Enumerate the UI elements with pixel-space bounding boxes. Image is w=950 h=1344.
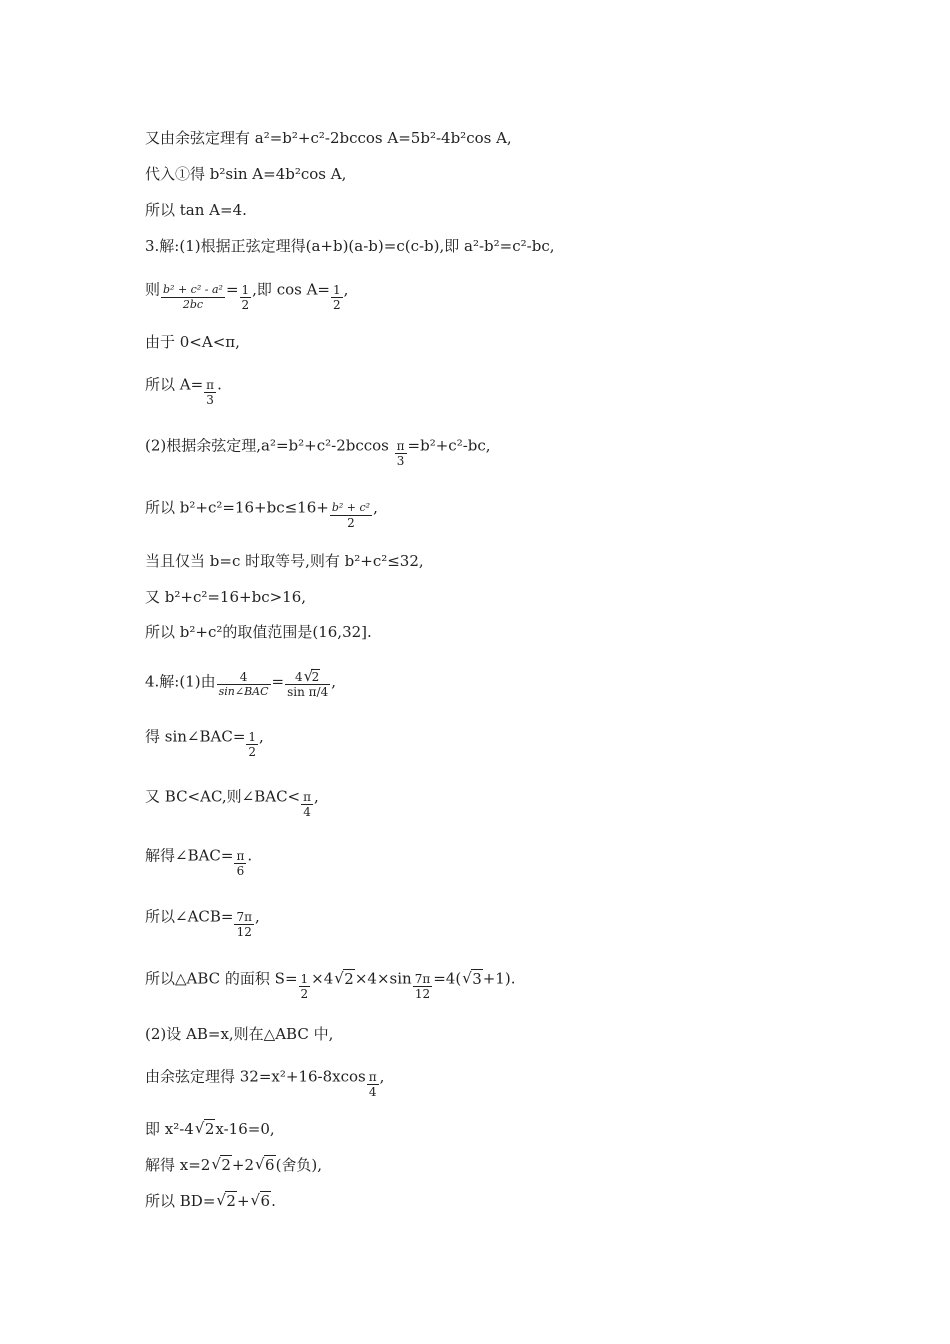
text-segment: 即 x²-4 (145, 1120, 194, 1138)
math-line (145, 494, 378, 530)
text-segment: , (314, 787, 319, 806)
numerator: π (206, 378, 215, 392)
text-segment: , (373, 498, 378, 517)
denominator: 6 (236, 864, 245, 878)
fraction (234, 849, 246, 878)
denominator: sin∠BAC (218, 685, 269, 698)
denominator: 4 (303, 805, 311, 819)
text-segment: , (255, 907, 260, 926)
denominator: 3 (206, 393, 214, 407)
numerator: 1 (333, 283, 341, 297)
fraction (246, 730, 258, 759)
radicand: 2 (311, 670, 320, 684)
numerator: 1 (241, 283, 250, 297)
sqrt (304, 670, 321, 684)
sqrt (334, 969, 355, 989)
text-segment: + (236, 1192, 250, 1210)
numerator: π (396, 439, 405, 453)
denominator: 2 (300, 987, 309, 1001)
sqrt (255, 1155, 276, 1175)
text-segment: 所以 A= (145, 375, 204, 394)
text-segment: ,即 cos A= (252, 280, 330, 299)
sqrt (462, 969, 483, 989)
text-segment: = (225, 280, 239, 299)
fraction (413, 972, 433, 1001)
text-segment: . (247, 846, 253, 865)
math-line (145, 965, 516, 1001)
text-segment: ×4 (311, 969, 334, 988)
text-segment: 所以∠ACB= (145, 907, 234, 926)
numerator-coefficient: 4 (295, 670, 303, 684)
fraction (240, 283, 252, 312)
math-line (145, 1063, 385, 1099)
text-segment: . (217, 375, 222, 394)
numerator: b² + c² (331, 501, 371, 514)
radicand: 6 (265, 1156, 275, 1174)
fraction (299, 972, 311, 1001)
fraction (395, 439, 407, 468)
fraction (301, 790, 313, 819)
denominator: 2 (333, 298, 341, 312)
fraction (161, 283, 225, 312)
text-segment: , (259, 727, 264, 746)
numerator: π (303, 790, 312, 804)
numerator: π (368, 1070, 377, 1084)
denominator: sin π/4 (287, 685, 329, 699)
math-line (145, 842, 253, 878)
math-line (145, 783, 319, 819)
text-line: 由于 0<A<π, (145, 333, 240, 351)
sqrt (195, 1119, 216, 1139)
text-line: 又 b²+c²=16+bc>16, (145, 588, 307, 606)
math-line (145, 371, 222, 407)
sqrt (216, 1191, 237, 1211)
numerator: 1 (300, 972, 309, 986)
fraction (331, 283, 343, 312)
text-line: 所以 tan A=4. (145, 201, 247, 219)
text-segment: x-16=0, (215, 1120, 275, 1138)
sqrt (251, 1191, 272, 1211)
denominator: 3 (396, 454, 405, 468)
text-line: (2)设 AB=x,则在△ABC 中, (145, 1025, 334, 1043)
text-line: 3.解:(1)根据正弦定理得(a+b)(a-b)=c(c-b),即 a²-b²=c²-bc, (145, 237, 555, 255)
radicand: 3 (472, 969, 482, 988)
text-segment: 则 (145, 280, 161, 299)
math-line (145, 1191, 276, 1211)
text-segment: 所以 BD= (145, 1192, 216, 1210)
text-line: 代入①得 b²sin A=4b²cos A, (145, 165, 347, 183)
denominator: 2bc (182, 298, 204, 311)
text-segment: ×4×sin (354, 969, 412, 988)
text-segment: . (271, 1192, 276, 1210)
math-line (145, 432, 491, 468)
text-segment: +2 (231, 1156, 255, 1174)
fraction (285, 670, 330, 699)
text-segment: 所以 b²+c²=16+bc≤16+ (145, 498, 329, 517)
denominator: 12 (236, 925, 252, 939)
text-line: 所以 b²+c²的取值范围是(16,32]. (145, 623, 372, 641)
text-segment: +1). (482, 969, 516, 988)
text-segment: 所以△ABC 的面积 S= (145, 969, 298, 988)
numerator: 4 (217, 670, 271, 685)
denominator: 2 (248, 745, 257, 759)
text-segment: 4.解:(1)由 (145, 672, 216, 691)
fraction (367, 1070, 379, 1099)
fraction (330, 501, 372, 530)
text-segment: 得 sin∠BAC= (145, 727, 246, 746)
numerator: π (236, 849, 245, 863)
numerator: 1 (248, 730, 257, 744)
denominator: 2 (347, 516, 355, 530)
radicand: 2 (226, 1192, 236, 1210)
numerator: 7π (236, 910, 253, 924)
text-segment: (2)根据余弦定理,a²=b²+c²-2bccos (145, 436, 394, 455)
math-line (145, 1155, 322, 1175)
radicand: 6 (260, 1192, 271, 1210)
text-segment: =4( (433, 969, 462, 988)
radicand: 2 (204, 1120, 215, 1138)
math-line (145, 1119, 275, 1139)
denominator: 2 (241, 298, 250, 312)
radicand: 2 (221, 1156, 231, 1174)
text-segment: , (343, 280, 349, 299)
text-line: 又由余弦定理有 a²=b²+c²-2bccos A=5b²-4b²cos A, (145, 129, 512, 147)
math-line (145, 276, 349, 312)
text-segment: , (331, 672, 337, 691)
text-segment: 又 BC<AC,则∠BAC< (145, 787, 301, 806)
math-line (145, 723, 264, 759)
numerator (285, 670, 330, 685)
math-line (145, 668, 336, 697)
text-segment: = (271, 672, 285, 691)
text-segment: 由余弦定理得 32=x²+16-8xcos (145, 1067, 366, 1086)
text-segment: (舍负), (275, 1156, 323, 1174)
math-line (145, 903, 260, 939)
text-line: 当且仅当 b=c 时取等号,则有 b²+c²≤32, (145, 552, 424, 570)
denominator: 12 (414, 987, 431, 1001)
text-segment: =b²+c²-bc, (407, 436, 491, 455)
text-segment: 解得∠BAC= (145, 846, 234, 865)
radicand: 2 (344, 969, 354, 988)
fraction (217, 670, 271, 699)
text-segment: 解得 x=2 (145, 1156, 211, 1174)
numerator: b² + c² - a² (163, 283, 223, 296)
sqrt (211, 1155, 232, 1175)
text-segment: , (379, 1067, 385, 1086)
fraction (204, 378, 216, 407)
fraction (234, 910, 254, 939)
numerator: 7π (414, 972, 431, 986)
denominator: 4 (368, 1085, 377, 1099)
